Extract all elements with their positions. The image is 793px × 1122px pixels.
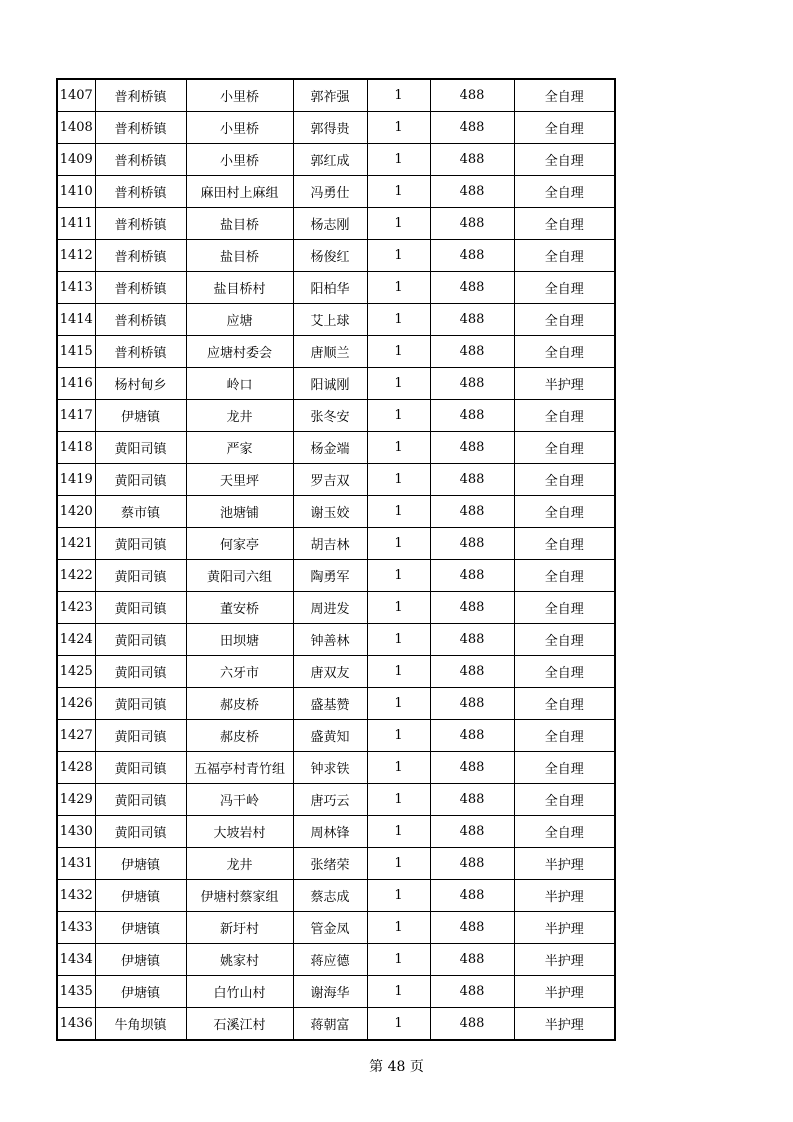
cell-village: 盐目桥村	[186, 272, 293, 304]
cell-count: 1	[367, 592, 430, 624]
cell-name: 谢玉姣	[293, 496, 367, 528]
cell-village: 应塘	[186, 304, 293, 336]
cell-village: 六牙市	[186, 656, 293, 688]
cell-name: 阳诚刚	[293, 368, 367, 400]
cell-name: 唐巧云	[293, 784, 367, 816]
cell-index: 1409	[57, 144, 95, 176]
cell-name: 谢海华	[293, 976, 367, 1008]
cell-amount: 488	[430, 464, 514, 496]
cell-name: 管金凤	[293, 912, 367, 944]
cell-name: 罗吉双	[293, 464, 367, 496]
cell-count: 1	[367, 528, 430, 560]
cell-village: 郝皮桥	[186, 688, 293, 720]
cell-name: 蔡志成	[293, 880, 367, 912]
cell-township: 黄阳司镇	[95, 656, 186, 688]
cell-village: 大坡岩村	[186, 816, 293, 848]
cell-count: 1	[367, 976, 430, 1008]
cell-township: 黄阳司镇	[95, 720, 186, 752]
cell-index: 1416	[57, 368, 95, 400]
cell-name: 杨志刚	[293, 208, 367, 240]
cell-care-level: 半护理	[514, 848, 615, 880]
cell-township: 伊塘镇	[95, 976, 186, 1008]
cell-amount: 488	[430, 656, 514, 688]
cell-index: 1425	[57, 656, 95, 688]
cell-township: 黄阳司镇	[95, 560, 186, 592]
cell-count: 1	[367, 880, 430, 912]
cell-amount: 488	[430, 304, 514, 336]
cell-amount: 488	[430, 240, 514, 272]
cell-name: 蒋朝富	[293, 1008, 367, 1041]
cell-index: 1408	[57, 112, 95, 144]
cell-name: 冯勇仕	[293, 176, 367, 208]
cell-index: 1436	[57, 1008, 95, 1041]
cell-village: 池塘铺	[186, 496, 293, 528]
table-row	[57, 272, 615, 304]
cell-amount: 488	[430, 784, 514, 816]
table-row	[57, 848, 615, 880]
cell-amount: 488	[430, 624, 514, 656]
table-row	[57, 688, 615, 720]
table-row	[57, 944, 615, 976]
table-row	[57, 208, 615, 240]
table-row	[57, 752, 615, 784]
cell-count: 1	[367, 368, 430, 400]
cell-care-level: 全自理	[514, 176, 615, 208]
cell-village: 田坝塘	[186, 624, 293, 656]
cell-care-level: 全自理	[514, 432, 615, 464]
cell-village: 小里桥	[186, 112, 293, 144]
cell-count: 1	[367, 752, 430, 784]
table-row	[57, 784, 615, 816]
table-row	[57, 240, 615, 272]
cell-amount: 488	[430, 400, 514, 432]
cell-index: 1427	[57, 720, 95, 752]
cell-township: 普利桥镇	[95, 112, 186, 144]
cell-count: 1	[367, 560, 430, 592]
cell-amount: 488	[430, 560, 514, 592]
table-row	[57, 304, 615, 336]
cell-count: 1	[367, 624, 430, 656]
cell-name: 胡吉林	[293, 528, 367, 560]
cell-village: 石溪江村	[186, 1008, 293, 1041]
cell-village: 应塘村委会	[186, 336, 293, 368]
cell-amount: 488	[430, 496, 514, 528]
cell-count: 1	[367, 432, 430, 464]
cell-township: 黄阳司镇	[95, 528, 186, 560]
cell-care-level: 半护理	[514, 912, 615, 944]
cell-township: 普利桥镇	[95, 240, 186, 272]
cell-index: 1407	[57, 79, 95, 112]
cell-township: 蔡市镇	[95, 496, 186, 528]
cell-amount: 488	[430, 880, 514, 912]
cell-care-level: 全自理	[514, 784, 615, 816]
table-row	[57, 400, 615, 432]
cell-care-level: 全自理	[514, 656, 615, 688]
cell-amount: 488	[430, 432, 514, 464]
cell-name: 张绪荣	[293, 848, 367, 880]
table-row	[57, 112, 615, 144]
cell-care-level: 全自理	[514, 240, 615, 272]
cell-name: 盛黄知	[293, 720, 367, 752]
cell-village: 何家亭	[186, 528, 293, 560]
table-row	[57, 624, 615, 656]
cell-index: 1432	[57, 880, 95, 912]
cell-amount: 488	[430, 79, 514, 112]
cell-count: 1	[367, 112, 430, 144]
cell-count: 1	[367, 848, 430, 880]
cell-name: 盛基赞	[293, 688, 367, 720]
cell-index: 1415	[57, 336, 95, 368]
cell-village: 龙井	[186, 400, 293, 432]
cell-amount: 488	[430, 336, 514, 368]
cell-township: 黄阳司镇	[95, 816, 186, 848]
cell-index: 1433	[57, 912, 95, 944]
cell-village: 冯干岭	[186, 784, 293, 816]
cell-amount: 488	[430, 208, 514, 240]
table-row	[57, 592, 615, 624]
cell-name: 杨俊红	[293, 240, 367, 272]
cell-index: 1418	[57, 432, 95, 464]
cell-village: 黄阳司六组	[186, 560, 293, 592]
cell-index: 1419	[57, 464, 95, 496]
page-number: 第 48 页	[369, 1059, 424, 1075]
cell-township: 黄阳司镇	[95, 432, 186, 464]
cell-count: 1	[367, 176, 430, 208]
cell-name: 唐顺兰	[293, 336, 367, 368]
cell-village: 天里坪	[186, 464, 293, 496]
table-row	[57, 720, 615, 752]
cell-township: 伊塘镇	[95, 944, 186, 976]
cell-name: 周林锋	[293, 816, 367, 848]
cell-count: 1	[367, 304, 430, 336]
cell-care-level: 半护理	[514, 880, 615, 912]
cell-township: 普利桥镇	[95, 304, 186, 336]
cell-village: 小里桥	[186, 144, 293, 176]
cell-village: 白竹山村	[186, 976, 293, 1008]
cell-amount: 488	[430, 528, 514, 560]
cell-amount: 488	[430, 816, 514, 848]
cell-count: 1	[367, 912, 430, 944]
cell-index: 1424	[57, 624, 95, 656]
cell-count: 1	[367, 144, 430, 176]
cell-care-level: 半护理	[514, 1008, 615, 1041]
cell-care-level: 半护理	[514, 944, 615, 976]
cell-township: 普利桥镇	[95, 176, 186, 208]
cell-amount: 488	[430, 848, 514, 880]
table-row	[57, 144, 615, 176]
cell-count: 1	[367, 400, 430, 432]
cell-index: 1431	[57, 848, 95, 880]
table-row	[57, 912, 615, 944]
cell-count: 1	[367, 720, 430, 752]
cell-index: 1412	[57, 240, 95, 272]
cell-township: 黄阳司镇	[95, 752, 186, 784]
cell-amount: 488	[430, 272, 514, 304]
cell-township: 普利桥镇	[95, 272, 186, 304]
cell-care-level: 全自理	[514, 400, 615, 432]
cell-index: 1414	[57, 304, 95, 336]
cell-care-level: 全自理	[514, 272, 615, 304]
cell-amount: 488	[430, 720, 514, 752]
cell-amount: 488	[430, 912, 514, 944]
table-row	[57, 1008, 615, 1041]
cell-township: 伊塘镇	[95, 400, 186, 432]
cell-count: 1	[367, 688, 430, 720]
cell-township: 杨村甸乡	[95, 368, 186, 400]
cell-name: 钟善林	[293, 624, 367, 656]
cell-village: 盐目桥	[186, 240, 293, 272]
cell-village: 龙井	[186, 848, 293, 880]
cell-name: 艾上球	[293, 304, 367, 336]
table-row	[57, 656, 615, 688]
cell-township: 普利桥镇	[95, 144, 186, 176]
cell-index: 1435	[57, 976, 95, 1008]
table-row	[57, 976, 615, 1008]
cell-township: 黄阳司镇	[95, 464, 186, 496]
cell-amount: 488	[430, 752, 514, 784]
cell-village: 五福亭村青竹组	[186, 752, 293, 784]
table-row	[57, 336, 615, 368]
cell-index: 1434	[57, 944, 95, 976]
cell-index: 1428	[57, 752, 95, 784]
cell-township: 普利桥镇	[95, 208, 186, 240]
cell-village: 姚家村	[186, 944, 293, 976]
cell-care-level: 全自理	[514, 79, 615, 112]
table-row	[57, 816, 615, 848]
cell-care-level: 全自理	[514, 112, 615, 144]
cell-count: 1	[367, 784, 430, 816]
cell-township: 普利桥镇	[95, 79, 186, 112]
cell-index: 1421	[57, 528, 95, 560]
cell-count: 1	[367, 240, 430, 272]
cell-count: 1	[367, 1008, 430, 1041]
cell-village: 小里桥	[186, 79, 293, 112]
cell-township: 黄阳司镇	[95, 592, 186, 624]
cell-count: 1	[367, 79, 430, 112]
cell-index: 1423	[57, 592, 95, 624]
table-row	[57, 79, 615, 112]
cell-name: 阳柏华	[293, 272, 367, 304]
table-row	[57, 432, 615, 464]
table-row	[57, 464, 615, 496]
cell-name: 唐双友	[293, 656, 367, 688]
table-row	[57, 880, 615, 912]
cell-care-level: 全自理	[514, 592, 615, 624]
cell-count: 1	[367, 816, 430, 848]
cell-amount: 488	[430, 592, 514, 624]
cell-index: 1430	[57, 816, 95, 848]
cell-index: 1417	[57, 400, 95, 432]
cell-index: 1420	[57, 496, 95, 528]
cell-name: 钟求铁	[293, 752, 367, 784]
cell-care-level: 全自理	[514, 720, 615, 752]
cell-care-level: 全自理	[514, 496, 615, 528]
cell-name: 张冬安	[293, 400, 367, 432]
cell-name: 周进发	[293, 592, 367, 624]
cell-village: 麻田村上麻组	[186, 176, 293, 208]
cell-care-level: 全自理	[514, 208, 615, 240]
cell-amount: 488	[430, 112, 514, 144]
cell-index: 1426	[57, 688, 95, 720]
cell-count: 1	[367, 464, 430, 496]
cell-care-level: 全自理	[514, 752, 615, 784]
table-row	[57, 496, 615, 528]
cell-count: 1	[367, 656, 430, 688]
cell-care-level: 半护理	[514, 368, 615, 400]
cell-index: 1422	[57, 560, 95, 592]
cell-care-level: 全自理	[514, 624, 615, 656]
cell-care-level: 全自理	[514, 816, 615, 848]
cell-count: 1	[367, 496, 430, 528]
cell-village: 郝皮桥	[186, 720, 293, 752]
cell-village: 伊塘村蔡家组	[186, 880, 293, 912]
cell-township: 黄阳司镇	[95, 624, 186, 656]
cell-name: 蒋应德	[293, 944, 367, 976]
cell-care-level: 全自理	[514, 688, 615, 720]
cell-index: 1413	[57, 272, 95, 304]
cell-township: 伊塘镇	[95, 880, 186, 912]
table-row	[57, 368, 615, 400]
cell-care-level: 全自理	[514, 336, 615, 368]
cell-township: 伊塘镇	[95, 912, 186, 944]
cell-amount: 488	[430, 176, 514, 208]
cell-amount: 488	[430, 976, 514, 1008]
cell-village: 严家	[186, 432, 293, 464]
roster-table-body	[57, 79, 615, 1040]
cell-name: 杨金端	[293, 432, 367, 464]
cell-name: 郭得贵	[293, 112, 367, 144]
cell-name: 郭祚强	[293, 79, 367, 112]
cell-care-level: 半护理	[514, 976, 615, 1008]
cell-care-level: 全自理	[514, 560, 615, 592]
table-row	[57, 176, 615, 208]
table-row	[57, 560, 615, 592]
cell-amount: 488	[430, 1008, 514, 1041]
table-row	[57, 528, 615, 560]
cell-village: 董安桥	[186, 592, 293, 624]
cell-care-level: 全自理	[514, 464, 615, 496]
cell-care-level: 全自理	[514, 144, 615, 176]
cell-village: 新圩村	[186, 912, 293, 944]
cell-count: 1	[367, 272, 430, 304]
cell-township: 黄阳司镇	[95, 688, 186, 720]
cell-amount: 488	[430, 944, 514, 976]
cell-amount: 488	[430, 144, 514, 176]
cell-index: 1429	[57, 784, 95, 816]
cell-amount: 488	[430, 688, 514, 720]
cell-count: 1	[367, 208, 430, 240]
cell-amount: 488	[430, 368, 514, 400]
cell-name: 陶勇军	[293, 560, 367, 592]
cell-index: 1410	[57, 176, 95, 208]
cell-count: 1	[367, 944, 430, 976]
cell-township: 牛角坝镇	[95, 1008, 186, 1041]
cell-index: 1411	[57, 208, 95, 240]
cell-care-level: 全自理	[514, 304, 615, 336]
cell-village: 岭口	[186, 368, 293, 400]
roster-table	[56, 78, 616, 1041]
cell-township: 普利桥镇	[95, 336, 186, 368]
cell-care-level: 全自理	[514, 528, 615, 560]
cell-count: 1	[367, 336, 430, 368]
cell-township: 伊塘镇	[95, 848, 186, 880]
cell-name: 郭红成	[293, 144, 367, 176]
cell-village: 盐目桥	[186, 208, 293, 240]
cell-township: 黄阳司镇	[95, 784, 186, 816]
